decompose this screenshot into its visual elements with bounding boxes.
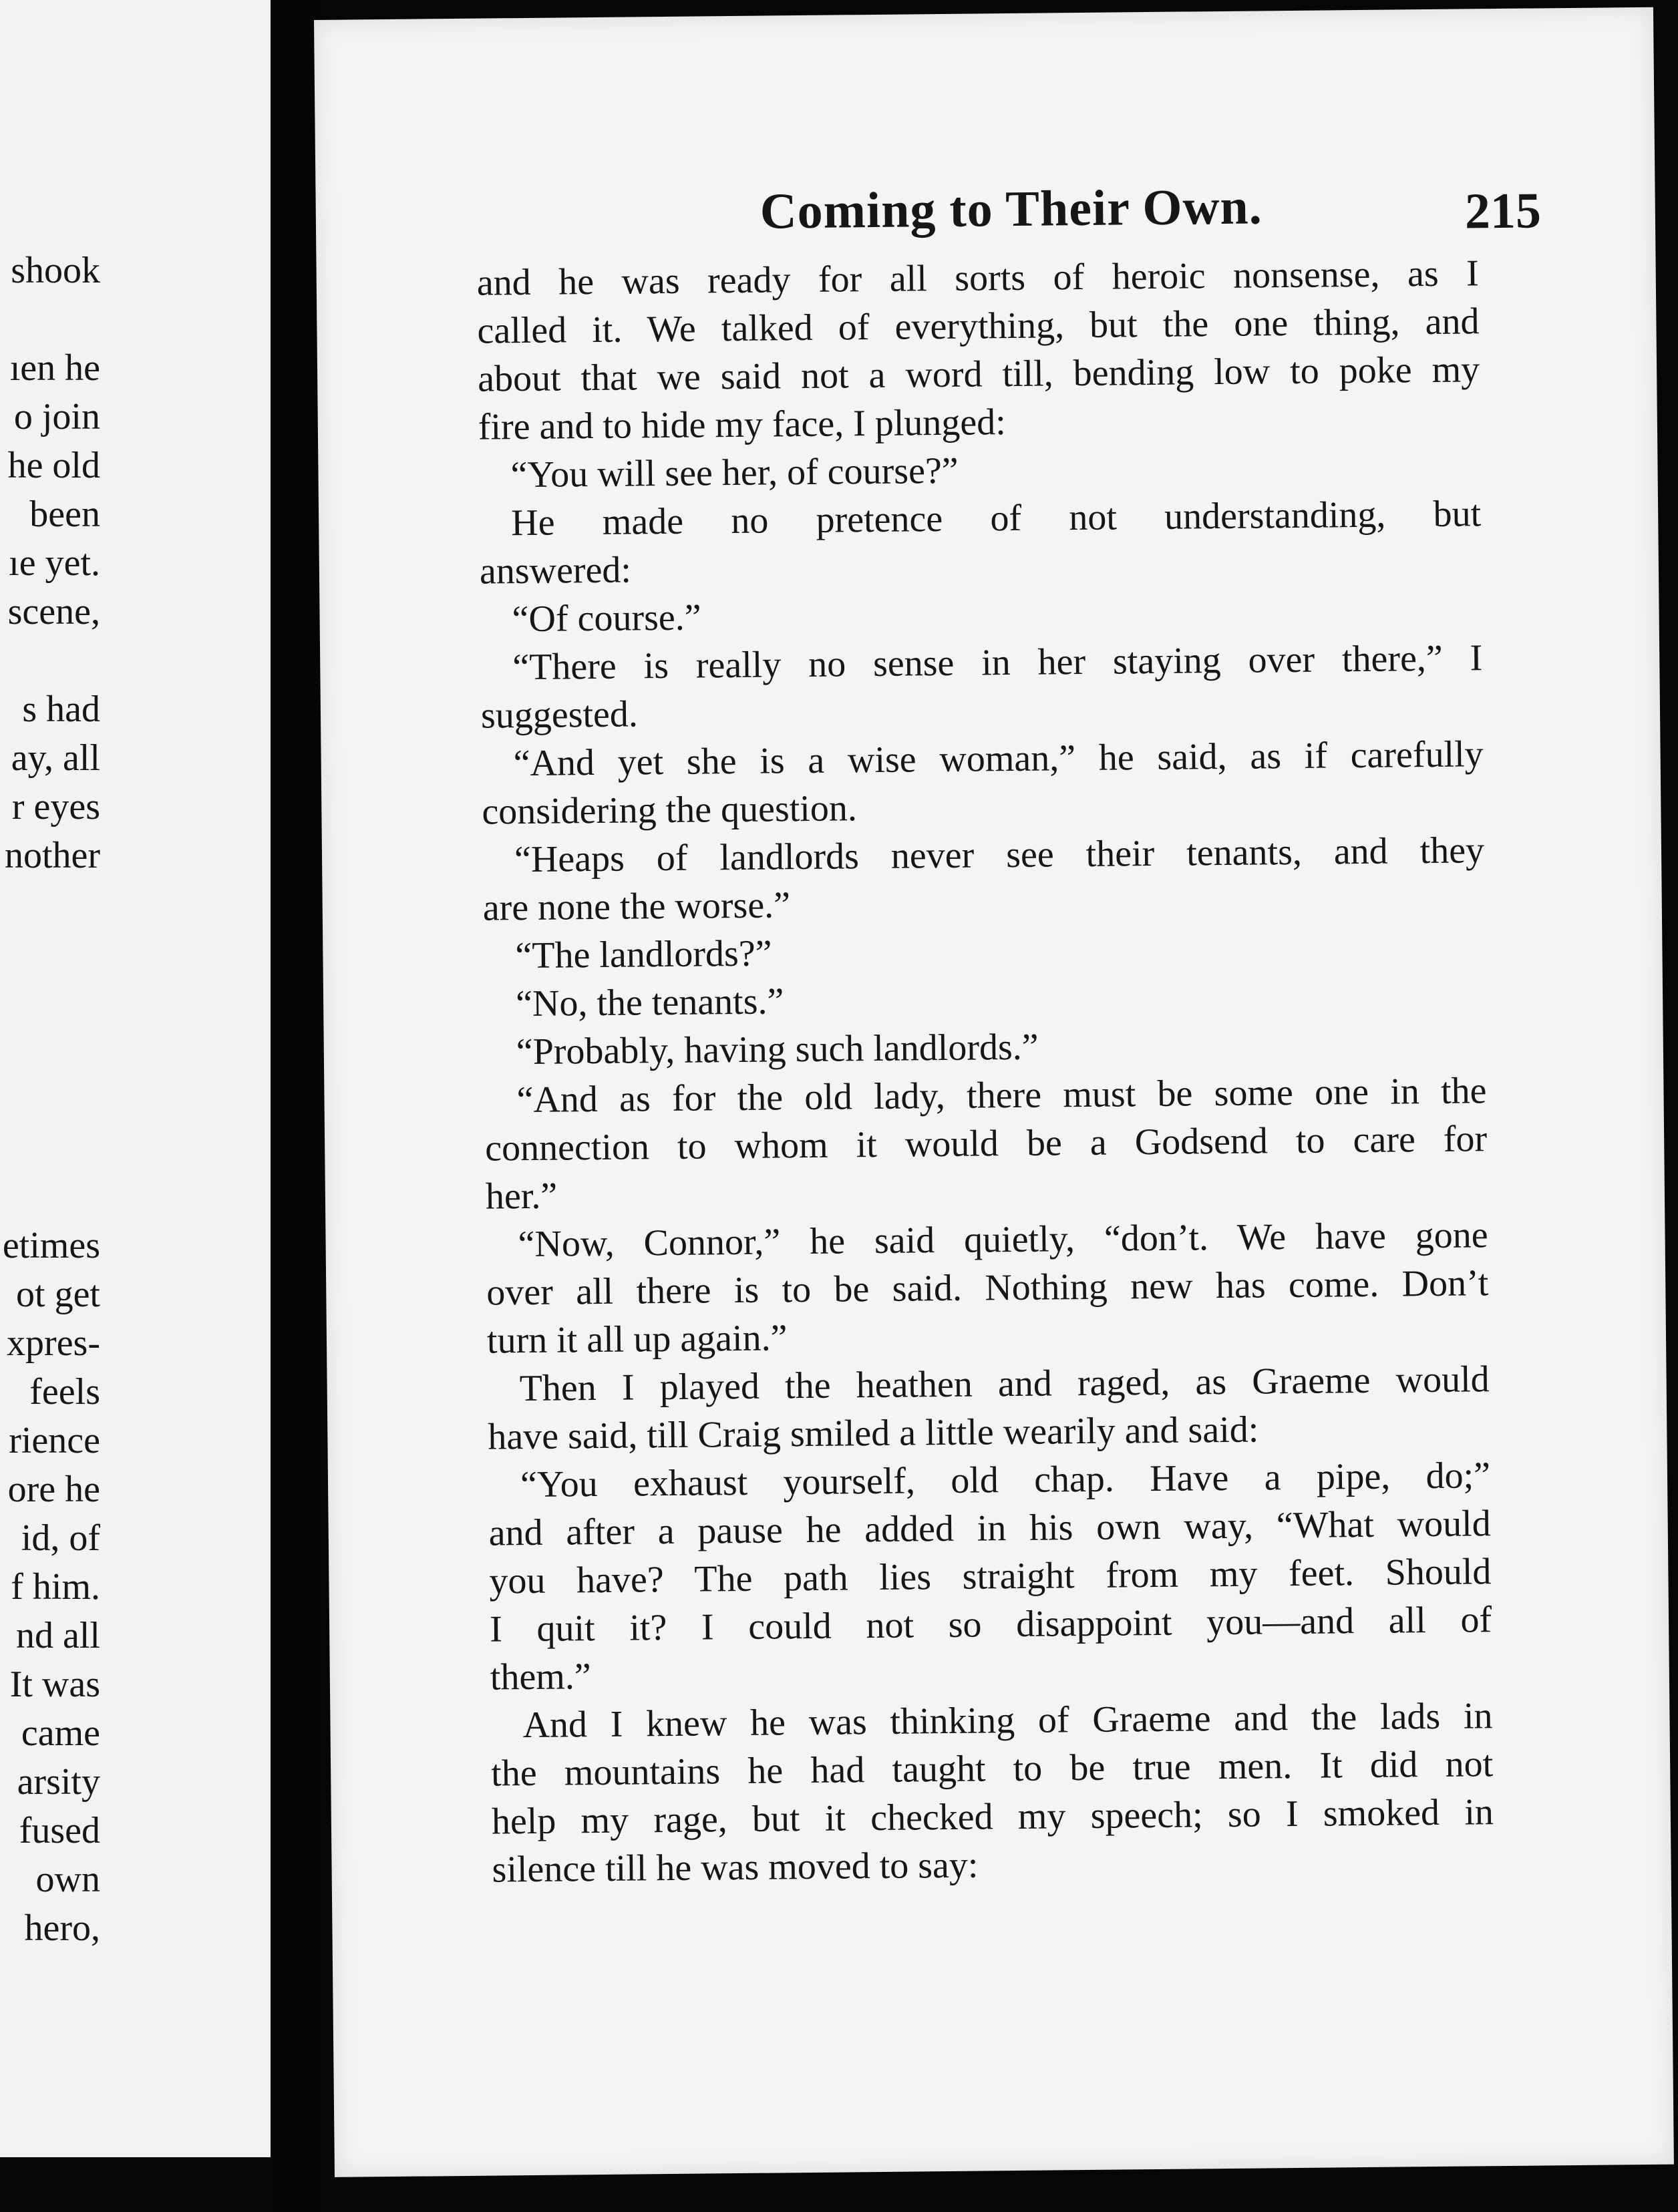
text-line: are none the worse.” [482,884,791,929]
text-line: I quit it? I could not so disappoint you—and all of [489,1599,1492,1650]
left-page-fragment: f him. [11,1566,100,1608]
left-page-fragment: rience [9,1420,100,1461]
text-line: fire and to hide my face, I plunged: [478,401,1007,448]
left-page-fragment: feels [29,1371,100,1413]
left-page-fragment: etimes [2,1225,100,1266]
text-line: called it. We talked of everything, but the one thing, and [477,301,1480,352]
text-line: “Of course.” [512,596,701,640]
text-line: the mountains he had taught to be true men. It did not [490,1743,1494,1795]
left-page-fragment: ay, all [11,737,100,779]
left-page-fragment: came [21,1712,100,1754]
running-title: Coming to Their Own. [760,178,1263,240]
left-page-fragment: been [29,494,100,535]
left-page-fragment: arsity [17,1761,100,1803]
text-line: help my rage, but it checked my speech; so I smoked in [491,1791,1494,1843]
text-line: “Probably, having such landlords.” [516,1026,1039,1073]
left-page-fragment: xpres- [7,1322,100,1364]
left-page-fragment: hero, [24,1907,100,1949]
left-page-fragment: shook [11,250,100,291]
left-page-fragment: nd all [16,1615,100,1656]
text-line: Then I played the heathen and raged, as Graeme would [519,1358,1490,1410]
left-page-fragment: id, of [21,1517,100,1559]
text-line: “Now, Connor,” he said quietly, “don’t. We have gone [518,1214,1488,1266]
left-page-fragment: he old [7,445,100,486]
left-page-fragment: o join [13,396,100,437]
text-line: And I knew he was thinking of Graeme and the lads in [522,1695,1493,1746]
text-line: her.” [485,1175,558,1218]
text-line: “There is really no sense in her staying over there,” I [512,637,1483,689]
left-page [0,0,271,2157]
left-page-fragment: r eyes [11,786,100,827]
text-line: and after a pause he added in his own way, “What would [488,1503,1491,1554]
body-text [476,249,1494,1893]
text-line: “Heaps of landlords never see their tenants, and they [514,830,1485,881]
text-line: suggested. [480,693,639,737]
text-line: “And as for the old lady, there must be some one in the [516,1070,1487,1121]
left-page-fragment: own [35,1859,100,1900]
text-line: silence till he was moved to say: [492,1844,979,1891]
text-line: connection to whom it would be a Godsend to care for [484,1118,1488,1169]
text-line: “No, the tenants.” [515,980,784,1025]
text-line: He made no pretence of not understanding, but [510,493,1482,544]
text-line: “And yet she is a wise woman,” he said, as if carefully [513,733,1484,785]
left-page-fragment: ore he [7,1469,100,1510]
text-line: over all there is to be said. Nothing new has come. Don’t [486,1262,1489,1314]
left-page-fragment: fused [19,1810,100,1851]
right-page [314,7,1674,2177]
text-line: “You will see her, of course?” [510,449,959,496]
text-line: considering the question. [482,787,858,833]
page-number: 215 [1464,182,1542,240]
page-header [315,161,1655,254]
left-page-fragment: ıen he [9,347,100,389]
text-line: you have? The path lies straight from my feet. Should [489,1551,1492,1602]
left-page-fragment: ot get [16,1274,100,1315]
left-page-fragment: ıe yet. [9,542,100,584]
text-line: and he was ready for all sorts of heroic nonsense, as I [476,252,1480,304]
text-line: about that we said not a word till, bending low to poke my [477,349,1480,400]
left-page-fragment: nother [4,835,100,876]
text-line: “You exhaust yourself, old chap. Have a pipe, do;” [520,1455,1491,1506]
text-line: them.” [490,1656,591,1698]
book-gutter [271,0,321,2212]
text-line: “The landlords?” [515,932,772,977]
text-line: have said, till Craig smiled a little wearily and said: [488,1409,1259,1458]
text-line: answered: [479,549,632,592]
left-page-fragment: scene, [7,591,100,632]
left-page-fragment: s had [22,689,100,730]
text-line: turn it all up again.” [486,1317,788,1362]
left-page-fragment: It was [9,1664,100,1705]
